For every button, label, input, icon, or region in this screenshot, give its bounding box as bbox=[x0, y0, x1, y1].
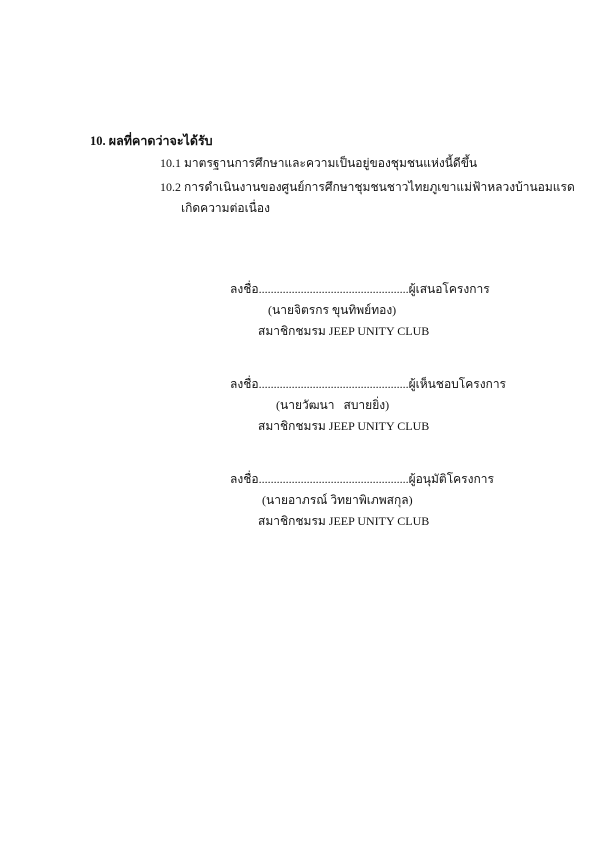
signature-name-proposer: (นายจิตรกร ขุนทิพย์ทอง) bbox=[268, 303, 397, 317]
signature-org-endorser: สมาชิกชมรม JEEP UNITY CLUB bbox=[258, 419, 430, 433]
signature-name-approver: (นายอาภรณ์ วิทยาพิเภพสกุล) bbox=[262, 493, 413, 507]
expected-result-item-2-continuation: เกิดความต่อเนื่อง bbox=[181, 201, 270, 215]
signature-line-proposer: ลงชื่อ..................................................ผู้เสนอโครงการ bbox=[230, 282, 490, 296]
signature-org-proposer: สมาชิกชมรม JEEP UNITY CLUB bbox=[258, 324, 430, 338]
signature-org-approver: สมาชิกชมรม JEEP UNITY CLUB bbox=[258, 514, 430, 528]
signature-line-endorser: ลงชื่อ..................................................ผู้เห็นชอบโครงการ bbox=[230, 377, 507, 391]
signature-name-endorser: (นายวัฒนา สบายยิ่ง) bbox=[276, 398, 390, 412]
expected-result-item-2: 10.2 การดำเนินงานของศูนย์การศึกษาชุมชนชาวไทยภูเขาแม่ฟ้าหลวงบ้านอมแรด bbox=[160, 180, 575, 194]
section-heading: 10. ผลที่คาดว่าจะได้รับ bbox=[90, 134, 213, 148]
signature-line-approver: ลงชื่อ..................................................ผู้อนุมัติโครงการ bbox=[230, 472, 494, 486]
expected-result-item-1: 10.1 มาตรฐานการศึกษาและความเป็นอยู่ของชุมชนแห่งนี้ดีขึ้น bbox=[160, 156, 478, 170]
